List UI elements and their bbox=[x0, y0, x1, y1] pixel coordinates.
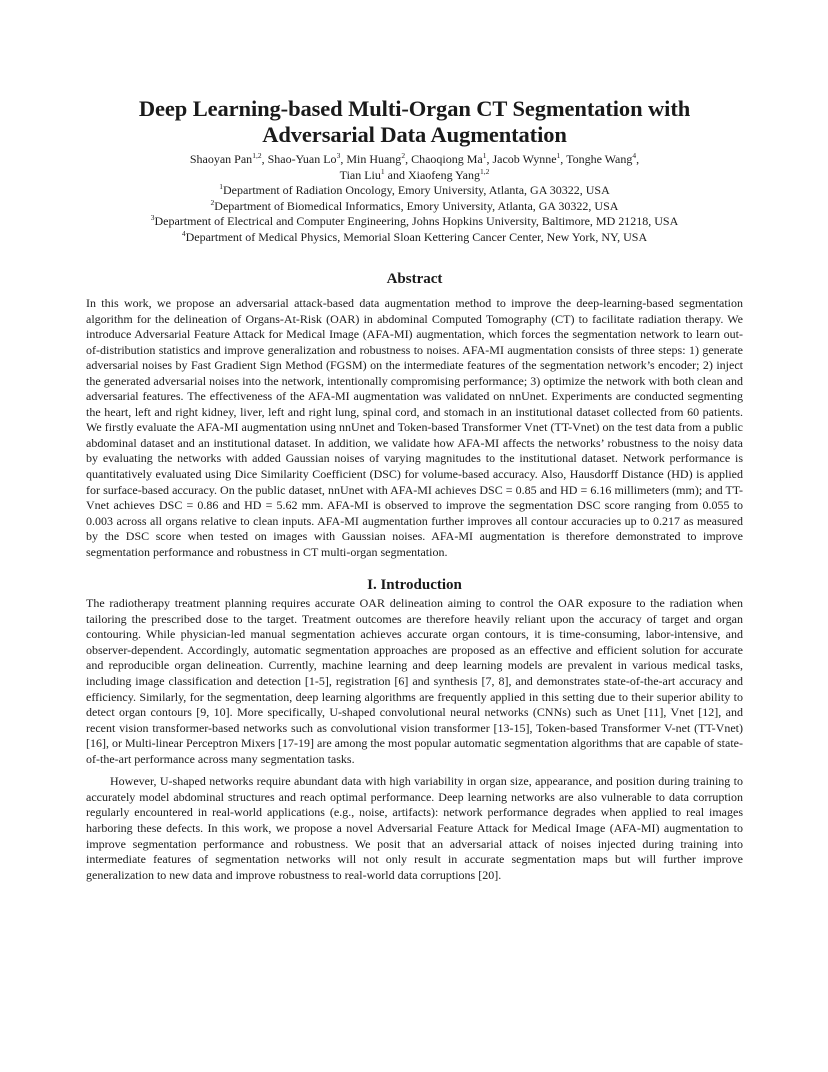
author-name: Chaoqiong Ma bbox=[411, 152, 483, 166]
affiliation-mark: 3 bbox=[150, 213, 155, 222]
author-affiliation-mark: 3 bbox=[336, 151, 341, 160]
author-separator: , bbox=[560, 152, 567, 166]
affiliation-text: Department of Radiation Oncology, Emory University, Atlanta, GA 30322, USA bbox=[223, 183, 610, 197]
author-affiliation-mark: 1 bbox=[482, 151, 487, 160]
affiliation bbox=[86, 199, 743, 215]
author-affiliation-mark: 4 bbox=[632, 151, 637, 160]
paper-page bbox=[86, 96, 743, 883]
author-name: Shao-Yuan Lo bbox=[267, 152, 337, 166]
author-separator: , bbox=[486, 152, 493, 166]
author-list bbox=[86, 152, 743, 183]
affiliation-mark: 2 bbox=[210, 197, 215, 207]
introduction-paragraph: The radiotherapy treatment planning requires accurate OAR delineation aiming to control the OAR exposure to the radiation when tailoring the prescribed dose to the target. Treatment outcomes are therefore heavily reliant upon the accuracy of target and organ contouring. While physician-led manual segmentation achieves accurate organ contours, it is time-consuming, labor-intensive, and observer-dependent. Accordingly, automatic segmentation approaches are proposed as an effective and efficient solution for accurate and reproducible organ delineation. Currently, machine learning and deep learning models are prevalent in various medical tasks, including image classification and detection [1-5], registration [6] and synthesis [7, 8], and demonstrates state-of-the-art accuracy and efficiency. Similarly, for the segmentation, deep learning algorithms are frequently applied in this setting due to their superior ability to detect organ contours [9, 10]. More specifically, U-shaped convolutional neural networks (CNNs) such as Unet [11], Vnet [12], and recent vision transformer-based networks such as convolutional vision transformer [13-15], Token-based Transformer V-net (TT-Vnet) [16], or Multi-linear Perceptron Mixers [17-19] are among the most popular automatic segmentation algorithms that are capable of state-of-the-art performance across many segmentation tasks. bbox=[86, 596, 743, 766]
affiliation-mark: 4 bbox=[181, 228, 186, 238]
affiliation-text: Department of Electrical and Computer Engineering, Johns Hopkins University, Baltimore, MD 21218, USA bbox=[154, 214, 679, 228]
author-name: Jacob Wynne bbox=[492, 152, 557, 166]
abstract-text: In this work, we propose an adversarial attack-based data augmentation method to improve the deep-learning-based segmentation algorithm for the delineation of Organs-At-Risk (OAR) in abdominal Computed Tomography (CT) to facilitate radiation therapy. We introduce Adversarial Feature Attack for Medical Image (AFA-MI) augmentation, which forces the segmentation network to learn out-of-distribution statistics and improve generalization and robustness to noises. AFA-MI augmentation consists of three steps: 1) generate adversarial noises by Fast Gradient Sign Method (FGSM) on the intermediate features of the segmentation network’s encoder; 2) inject the generated adversarial noises into the network, intentionally compromising performance; 3) optimize the network with both clean and adversarial features. The effectiveness of the AFA-MI augmentation was validated on nnUnet. Experiments are conducted segmenting the heart, left and right kidney, liver, left and right lung, spinal cord, and stomach in an institutional dataset collected from 60 patients. We firstly evaluate the AFA-MI augmentation using nnUnet and Token-based Transformer Vnet (TT-Vnet) on the test data from a public abdominal dataset and an institutional dataset. In addition, we validate how AFA-MI affects the networks’ robustness to the noisy data by evaluating the networks with added Gaussian noises of varying magnitudes to the institutional dataset. Network performance is quantitatively evaluated using Dice Similarity Coefficient (DSC) for volume-based accuracy. Also, Hausdorff Distance (HD) is applied for surface-based accuracy. On the public dataset, nnUnet with AFA-MI achieves DSC = 0.85 and HD = 6.16 millimeters (mm); and TT-Vnet achieves DSC = 0.86 and HD = 5.62 mm. AFA-MI is observed to improve the segmentation DSC score ranging from 0.055 to 0.003 across all organs relative to clean inputs. AFA-MI augmentation further improves all contour accuracies up to 0.217 as measured by the DSC score when tested on images with Gaussian noises. AFA-MI augmentation is therefore demonstrated to improve segmentation performance and robustness in CT multi-organ segmentation. bbox=[86, 296, 743, 559]
author-separator: , bbox=[405, 152, 412, 166]
affiliation bbox=[86, 230, 743, 246]
author-affiliation-mark: 1,2 bbox=[252, 151, 262, 160]
affiliation-mark: 1 bbox=[219, 182, 224, 191]
author-separator: and bbox=[384, 167, 408, 182]
author-name: Xiaofeng Yang bbox=[407, 167, 480, 182]
author-separator: , bbox=[636, 152, 640, 166]
author-affiliation-mark: 1 bbox=[556, 151, 561, 160]
affiliation bbox=[86, 214, 743, 230]
affiliation-text: Department of Medical Physics, Memorial Sloan Kettering Cancer Center, New York, NY, USA bbox=[185, 229, 648, 244]
author-affiliation-mark: 1,2 bbox=[479, 166, 490, 176]
author-affiliation-mark: 2 bbox=[401, 151, 406, 160]
affiliation-text: Department of Biomedical Informatics, Emory University, Atlanta, GA 30322, USA bbox=[214, 198, 619, 213]
author-name: Tonghe Wang bbox=[566, 152, 633, 166]
author-affiliation-mark: 1 bbox=[380, 166, 385, 176]
abstract-heading: Abstract bbox=[386, 271, 443, 287]
paper-title: Deep Learning-based Multi-Organ CT Segmentation with Adversarial Data Augmentation bbox=[138, 96, 691, 147]
introduction-paragraph: However, U-shaped networks require abundant data with high variability in organ size, appearance, and position during training to accurately model abdominal structures and reach optimal performance. Deep learning networks are also vulnerable to data corruption regularly encountered in real-world applications (e.g., noise, artifacts): network performance degrades when applied to real images harboring these defects. In this work, we propose a novel Adversarial Feature Attack for Medical Image (AFA-MI) augmentation to improve segmentation performance and robustness. We posit that an adversarial attack of noises injected during training into intermediate features of segmentation networks will not only result in accurate segmentation maps but will further improve generalization to new data and improve robustness to real-world data corruptions [20]. bbox=[86, 774, 743, 882]
introduction-heading: I. Introduction bbox=[367, 577, 462, 594]
author-name: Tian Liu bbox=[339, 167, 381, 182]
author-separator: , bbox=[261, 152, 268, 166]
affiliation bbox=[86, 183, 743, 199]
author-name: Shaoyan Pan bbox=[189, 152, 253, 166]
author-name: Min Huang bbox=[346, 152, 402, 166]
author-separator: , bbox=[340, 152, 347, 166]
